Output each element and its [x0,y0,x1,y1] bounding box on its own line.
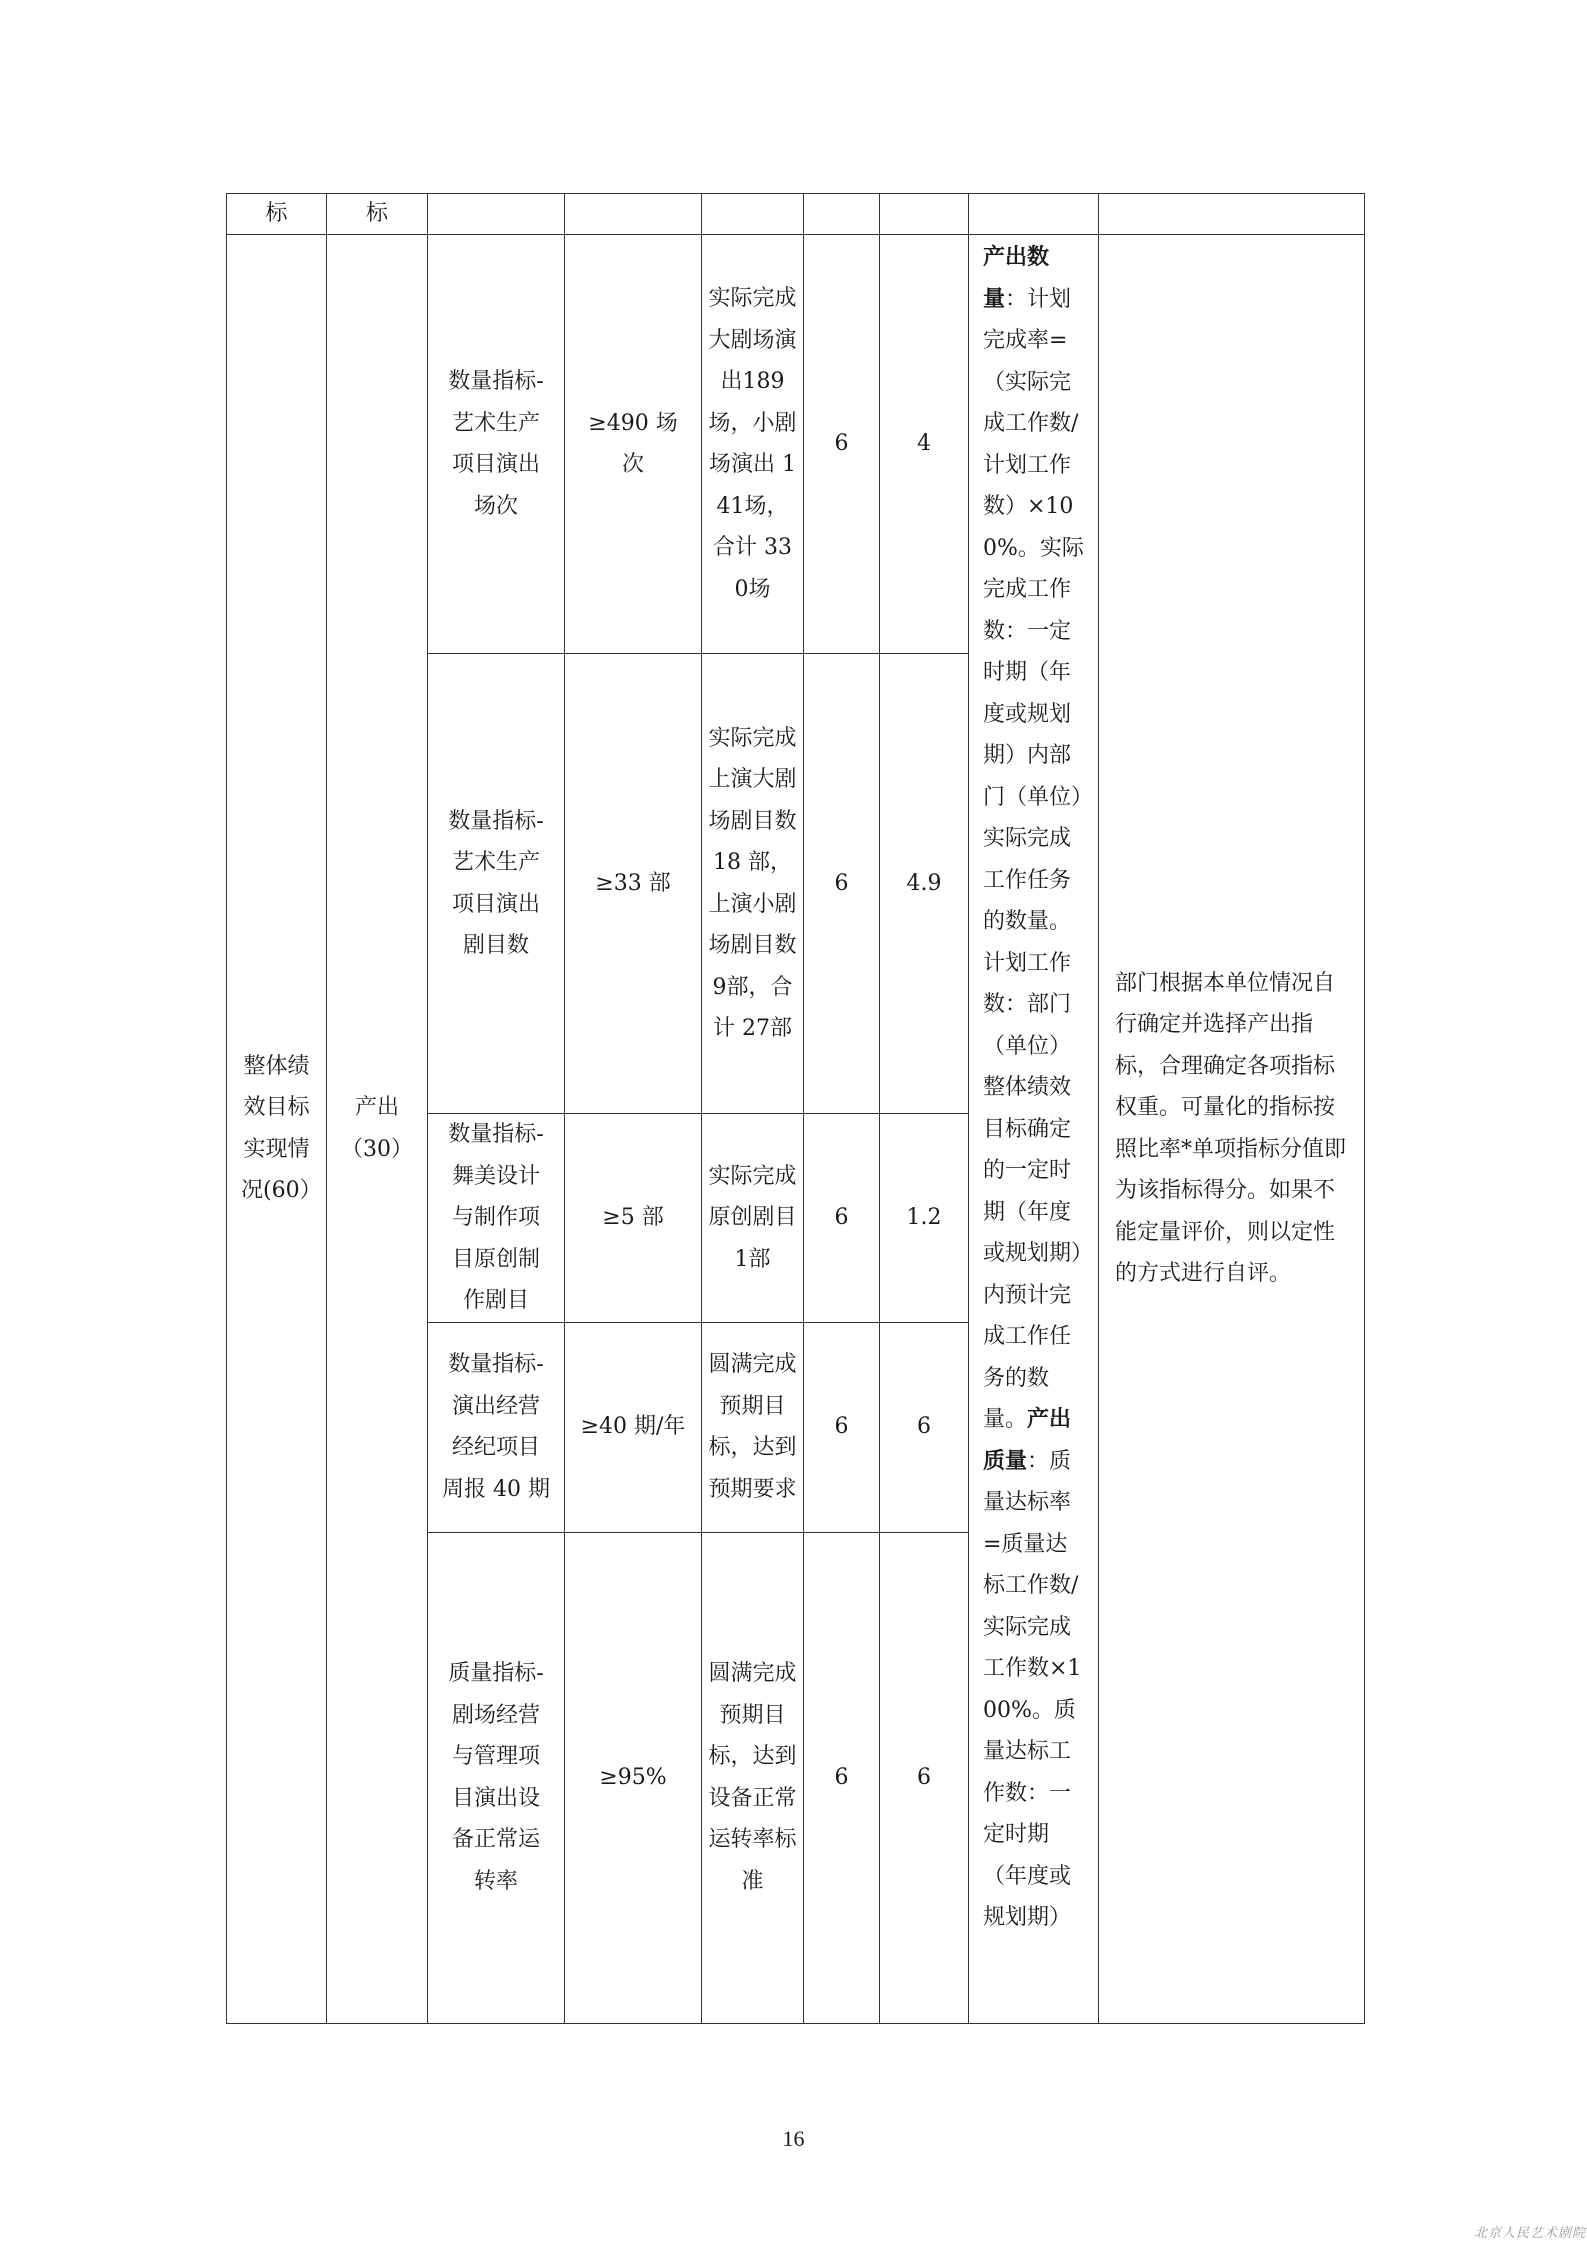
watermark-logo: 北京人民艺术剧院 [1474,2226,1587,2241]
weight-cell: 6 [804,235,880,654]
target-value-cell: ≥5 部 [565,1114,702,1323]
header-cell-score [880,194,969,235]
header-cell-method [969,194,1099,235]
remarks-cell: 部门根据本单位情况自行确定并选择产出指标，合理确定各项指标权重。可量化的指标按照比率*单项指标分值即为该指标得分。如果不能定量评价，则以定性的方式进行自评。 [1099,235,1365,2024]
score-cell: 4 [880,235,969,654]
indicator-cell: 数量指标-舞美设计与制作项目原创制作剧目 [428,1114,565,1323]
target-value-cell: ≥40 期/年 [565,1322,702,1532]
indicator-cell: 数量指标-演出经营经纪项目周报 40 期 [428,1322,565,1532]
header-cell-actual [702,194,804,235]
output-quantity-text: ：计划完成率=（实际完成工作数/计划工作数）×100%。实际完成工作数：一定时期（年度或规划期）内部门（单位）实际完成工作任务的数量。计划工作数：部门（单位）整体绩效目标确定的一定时期（年度或规划期）内预计完成工作任务的数量。 [983,286,1084,1432]
target-value-cell: ≥490 场次 [565,235,702,654]
header-cell-note [1099,194,1365,235]
header-cell-target [565,194,702,235]
header-cell-level1: 标 [227,194,327,235]
actual-value-cell: 圆满完成预期目标，达到预期要求 [702,1322,804,1532]
score-cell: 4.9 [880,654,969,1114]
header-row [227,194,1365,235]
header-cell-weight [804,194,880,235]
weight-cell: 6 [804,1114,880,1323]
header-cell-indicator [428,194,565,235]
level2-indicator-cell: 产出（30） [327,235,428,2024]
header-cell-level2: 标 [327,194,428,235]
indicator-cell: 数量指标-艺术生产项目演出场次 [428,235,565,654]
indicator-cell: 质量指标-剧场经营与管理项目演出设备正常运转率 [428,1532,565,2023]
target-value-cell: ≥95% [565,1532,702,2023]
weight-cell: 6 [804,1532,880,2023]
actual-value-cell: 实际完成原创剧目 1部 [702,1114,804,1323]
output-quality-title: 产出质量 [983,1406,1072,1474]
output-quantity-title: 产出数量 [983,244,1050,312]
actual-value-cell: 实际完成大剧场演出189场，小剧场演出 141场，合计 330场 [702,235,804,654]
actual-value-cell: 圆满完成预期目标，达到设备正常运转率标准 [702,1532,804,2023]
score-cell: 1.2 [880,1114,969,1323]
output-quality-text: ：质量达标率=质量达标工作数/实际完成工作数×100%。质量达标工作数：一定时期（年度或规划期） [983,1448,1082,1930]
table-row [227,235,1365,654]
scoring-method-cell [969,235,1099,2024]
score-cell: 6 [880,1322,969,1532]
weight-cell: 6 [804,1322,880,1532]
page-number: 16 [782,2126,805,2151]
level1-indicator-cell: 整体绩效目标实现情况(60） [227,235,327,2024]
indicator-cell: 数量指标-艺术生产项目演出剧目数 [428,654,565,1114]
performance-table [226,193,1365,2024]
score-cell: 6 [880,1532,969,2023]
weight-cell: 6 [804,654,880,1114]
target-value-cell: ≥33 部 [565,654,702,1114]
actual-value-cell: 实际完成上演大剧场剧目数18 部，上演小剧场剧目数 9部，合计 27部 [702,654,804,1114]
